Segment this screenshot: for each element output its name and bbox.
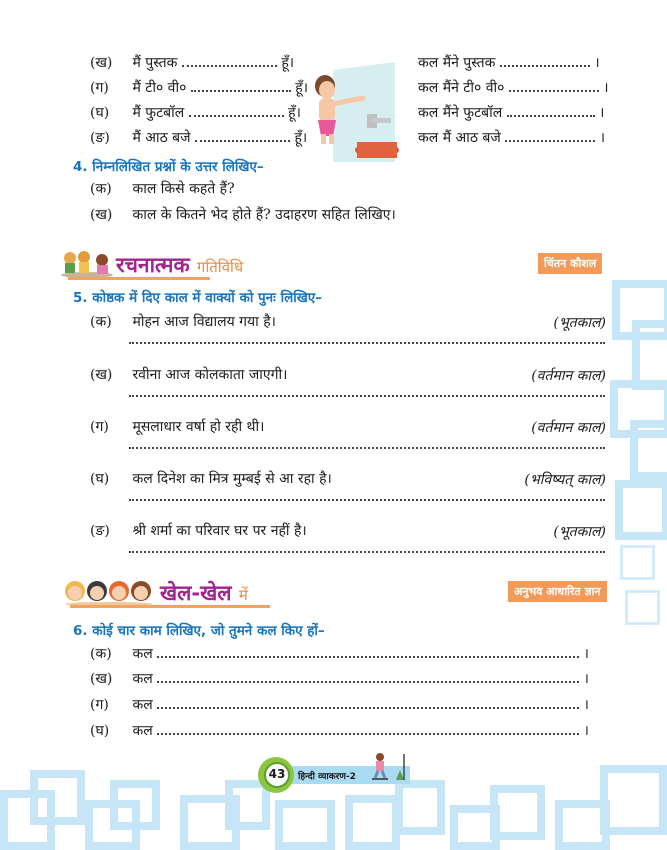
decor-square [615, 480, 667, 540]
tense-hint: (भविष्यत् काल) [524, 472, 606, 488]
child-washing-illustration [305, 62, 400, 162]
exercise3-right [418, 104, 604, 122]
item-label: (ख) [90, 55, 113, 71]
exercise3-right [418, 79, 609, 97]
left-end: हूँ। [288, 105, 301, 121]
section-subtitle-text: गतिविधि [196, 258, 244, 276]
tense-hint: (भूतकाल) [553, 524, 606, 540]
item-label: (ख) [90, 671, 113, 687]
book-title: हिन्दी व्याकरण-2 [298, 772, 356, 782]
decor-square [625, 590, 660, 625]
exercise3-row [90, 104, 301, 122]
item-text: रवीना आज कोलकाता जाएगी। [132, 367, 288, 383]
decor-square [30, 770, 85, 825]
q4-heading: 4. निम्नलिखित प्रश्नों के उत्तर लिखिए– [73, 159, 264, 175]
blank-field[interactable] [191, 80, 291, 92]
item-end: । [583, 697, 589, 713]
decor-square [345, 795, 400, 850]
item-label: (घ) [90, 471, 110, 487]
q5-heading: 5. कोष्ठक में दिए काल में वाक्यों को पुनः लिखिए– [73, 290, 323, 306]
right-end: । [594, 55, 600, 71]
right-text: कल मैंने फुटबॉल [418, 105, 503, 121]
item-label: (ख) [90, 367, 113, 383]
q5-item [90, 366, 287, 384]
decor-square [600, 765, 667, 835]
q6-item [90, 645, 589, 663]
right-end: । [599, 105, 605, 121]
blank-field[interactable] [182, 55, 277, 67]
item-text: कल [132, 697, 153, 713]
item-text: कल [132, 723, 153, 739]
left-text: मैं पुस्तक [132, 55, 178, 71]
answer-blank[interactable] [157, 646, 579, 658]
exercise3-row [90, 54, 294, 72]
exercise3-row [90, 129, 307, 147]
tense-hint: (वर्तमान काल) [531, 368, 606, 384]
section-title-rachnatmak [116, 251, 243, 279]
item-label: (ग) [90, 80, 109, 96]
q5-item [90, 522, 307, 540]
exercise3-row [90, 79, 308, 97]
answer-blank[interactable] [157, 697, 579, 709]
kids-reading-icon [60, 250, 114, 278]
item-text: कल [132, 646, 153, 662]
answer-line[interactable] [129, 447, 605, 449]
item-label: (ङ) [90, 523, 110, 539]
page-number: 43 [268, 767, 286, 781]
q5-item [90, 313, 276, 331]
decor-square [395, 780, 445, 835]
section-title-text: खेल-खेल [160, 581, 232, 605]
blank-field[interactable] [500, 55, 590, 67]
q6-item [90, 722, 589, 740]
blank-field[interactable] [505, 130, 595, 142]
answer-blank[interactable] [157, 671, 579, 683]
item-text: कल दिनेश का मित्र मुम्बई से आ रहा है। [132, 471, 332, 487]
answer-blank[interactable] [157, 723, 579, 735]
blank-field[interactable] [509, 80, 599, 92]
decor-square [275, 800, 335, 850]
item-label: (क) [90, 181, 112, 197]
item-label: (ग) [90, 697, 109, 713]
decor-square [630, 420, 667, 480]
section-title-khel [160, 579, 248, 607]
q6-item [90, 670, 589, 688]
item-text: कल [132, 671, 153, 687]
item-label: (क) [90, 646, 112, 662]
q6-heading: 6. कोई चार काम लिखिए, जो तुमने कल किए हों– [73, 623, 325, 639]
q5-item [90, 470, 332, 488]
exercise3-right [418, 54, 600, 72]
answer-line[interactable] [129, 395, 605, 397]
left-text: मैं फुटबॉल [132, 105, 185, 121]
item-text: मोहन आज विद्यालय गया है। [132, 314, 276, 330]
decor-square [490, 785, 545, 840]
answer-line[interactable] [129, 342, 605, 344]
section-underline [68, 277, 210, 280]
left-end: हूँ। [295, 80, 309, 96]
skater-icon [370, 752, 406, 782]
item-end: । [583, 723, 589, 739]
item-label: (ख) [90, 207, 113, 223]
left-end: हूँ। [281, 55, 295, 71]
left-text: मैं आठ बजे [132, 130, 191, 146]
tense-hint: (भूतकाल) [553, 315, 606, 331]
right-end: । [599, 130, 606, 146]
item-text: श्री शर्मा का परिवार घर पर नहीं है। [132, 523, 307, 539]
item-label: (घ) [90, 105, 110, 121]
skill-badge-anubhav: अनुभव आधारित ज्ञान [508, 581, 607, 602]
left-end: हूँ। [294, 130, 308, 146]
item-end: । [583, 671, 589, 687]
section-title-text: रचनात्मक [116, 253, 190, 277]
item-text: काल किसे कहते हैं? [132, 181, 235, 197]
right-text: कल मैंने टी० वी० [418, 80, 505, 96]
answer-line[interactable] [129, 551, 605, 553]
section-subtitle-text: में [238, 586, 248, 604]
right-end: । [603, 80, 609, 96]
blank-field[interactable] [195, 130, 290, 142]
right-text: कल मैंने पुस्तक [418, 55, 496, 71]
blank-field[interactable] [189, 105, 284, 117]
q6-item [90, 696, 589, 714]
blank-field[interactable] [507, 105, 595, 117]
right-text: कल मैं आठ बजे [418, 130, 501, 146]
tense-hint: (वर्तमान काल) [531, 420, 606, 436]
item-label: (ग) [90, 419, 109, 435]
exercise3-right [418, 129, 605, 147]
decor-square [620, 545, 655, 580]
section-underline [70, 605, 270, 608]
decor-square [110, 780, 160, 830]
item-end: । [583, 646, 589, 662]
q4-item [90, 206, 396, 224]
item-label: (क) [90, 314, 112, 330]
answer-line[interactable] [129, 499, 605, 501]
skill-badge-chintan: चिंतन कौशल [538, 253, 602, 274]
q4-item [90, 180, 235, 198]
left-text: मैं टी० वी० [132, 80, 187, 96]
item-label: (ङ) [90, 130, 110, 146]
item-text: मूसलाधार वर्षा हो रही थी। [132, 419, 265, 435]
item-label: (घ) [90, 723, 110, 739]
q5-item [90, 418, 264, 436]
item-text: काल के कितने भेद होते हैं? उदाहरण सहित लिखिए। [132, 207, 396, 223]
kids-faces-icon [64, 578, 154, 606]
